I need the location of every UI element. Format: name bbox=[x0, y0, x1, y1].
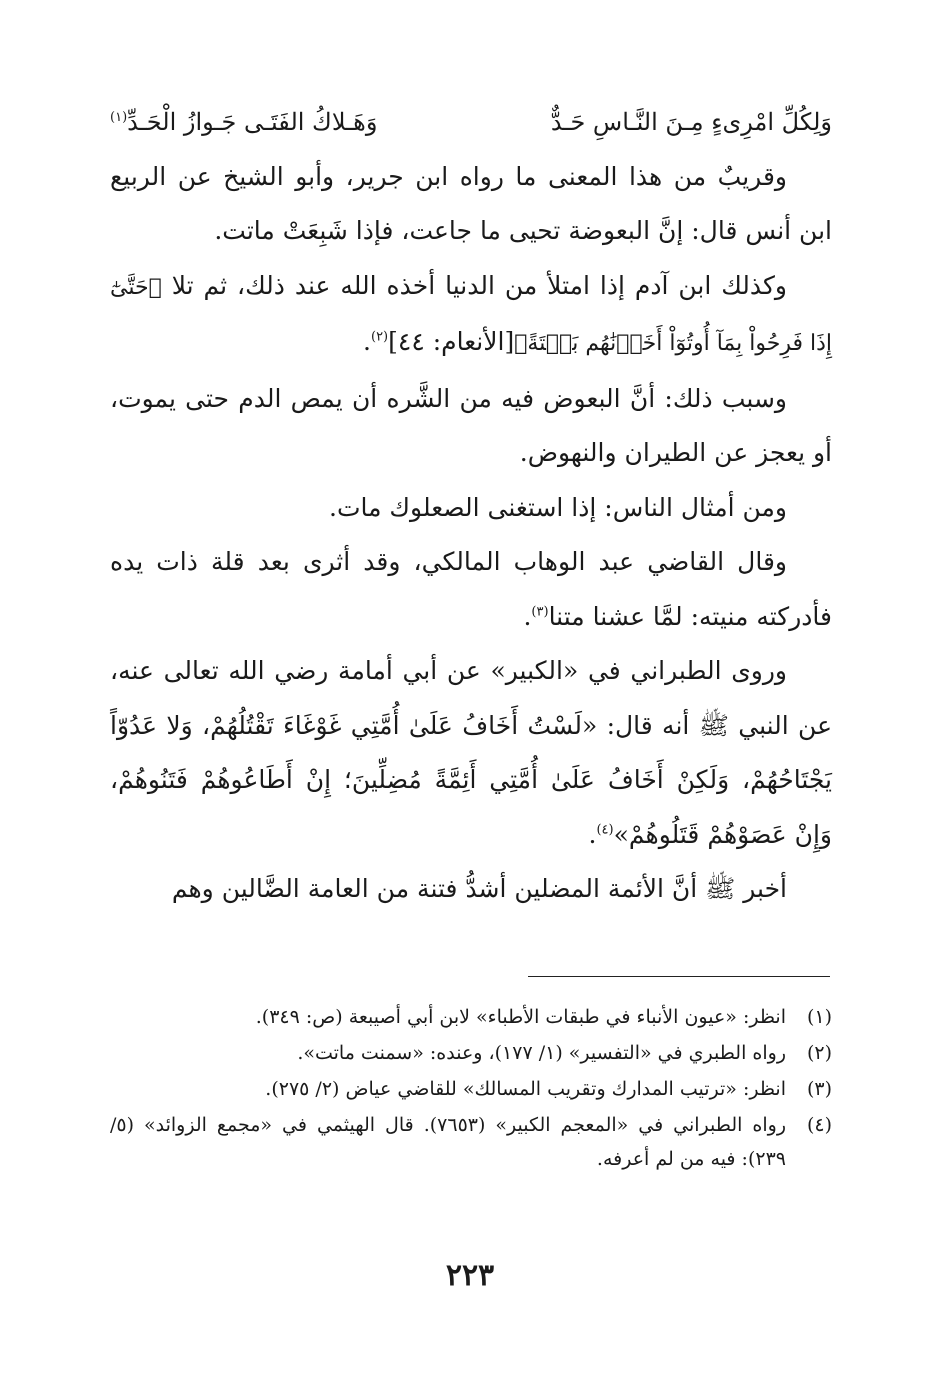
footnote-number: (٢) bbox=[806, 1042, 832, 1064]
footnote-ref-1[interactable]: (١) bbox=[110, 110, 128, 125]
paragraph-5: وقال القاضي عبد الوهاب المالكي، وقد أثرى بعد قلة ذات يده فأدركته منيته: لمَّا عشنا متنا$^{(٣)}$. bbox=[110, 547, 832, 631]
paragraph-6: وروى الطبراني في «الكبير» عن أبي أمامة رضي الله تعالى عنه، عن النبي ﷺ أنه قال: «لَسْتُ أَخَافُ عَلَىٰ أُمَّتِي غَوْغَاءَ تَقْتُلُهُمْ، وَلا عَدُوّاً يَجْتَاحُهُمْ، وَلَكِنْ أَخَافُ عَلَىٰ أُمَّتِي أَئِمَّةً مُضِلِّينَ؛ إِنْ أَطَاعُوهُمْ فَتَنُوهُمْ، وَإِنْ عَصَوْهُمْ قَتَلُوهُمْ»$^{(٤)}$. bbox=[110, 656, 832, 849]
footnote-text: رواه الطبري في «التفسير» (١/ ١٧٧)، وعنده: «سمنت ماتت». bbox=[297, 1042, 786, 1064]
footnote-text: انظر: «عيون الأنباء في طبقات الأطباء» لابن أبي أصيبعة (ص: ٣٤٩). bbox=[255, 1006, 786, 1028]
footnote-ref-4[interactable]: (٤) bbox=[596, 822, 614, 838]
verse-first-hemistich: وَلِكُلِّ امْرِىءٍ مِـنَ النَّـاسِ حَـدٌّ bbox=[550, 108, 832, 136]
poetry-verse bbox=[110, 95, 832, 150]
main-text bbox=[110, 95, 832, 917]
footnote-divider bbox=[528, 976, 830, 977]
footnote-number: (٤) bbox=[806, 1114, 832, 1136]
footnote-text: انظر: «ترتيب المدارك وتقريب المسالك» للقاضي عياض (٢/ ٢٧٥). bbox=[265, 1078, 786, 1100]
page-number: ٢٢٣ bbox=[445, 1258, 495, 1293]
quran-reference: [الأنعام: ٤٤] bbox=[388, 327, 515, 356]
paragraph-4: ومن أمثال الناس: إذا استغنى الصعلوك مات. bbox=[329, 492, 787, 522]
footnote-item bbox=[110, 1000, 832, 1034]
footnote-item bbox=[110, 1072, 832, 1106]
verse-second-hemistich: وَهَـلاكُ الفَتَـى جَـوازُ الْحَـدِّ$^{(١)}$ bbox=[110, 108, 378, 136]
footnote-number: (٣) bbox=[806, 1078, 832, 1100]
footnotes bbox=[110, 1000, 832, 1178]
footnote-text: رواه الطبراني في «المعجم الكبير» (٧٦٥٣). قال الهيثمي في «مجمع الزوائد» (٥/ ٢٣٩): فيه من لم أعرفه. bbox=[110, 1114, 786, 1170]
quran-verse: ﴿حَتَّىٰٓ إِذَا فَرِحُواْ بِمَآ أُوتُوٓاْ أَخَذۡنَٰهُم بَغۡتَةً﴾ bbox=[110, 274, 832, 356]
paragraph-2: وكذلك ابن آدم إذا امتلأ من الدنيا أخذه الله عند ذلك، ثم تلا ﴿حَتَّىٰٓ إِذَا فَرِحُواْ بِمَآ أُوتُوٓاْ أَخَذۡنَٰهُم بَغۡتَةً﴾[الأنعام: ٤٤]$^{(٢)}$. bbox=[110, 270, 832, 356]
footnote-item bbox=[110, 1108, 832, 1176]
footnote-item bbox=[110, 1036, 832, 1070]
footnote-ref-3[interactable]: (٣) bbox=[531, 604, 549, 620]
paragraph-3: وسبب ذلك: أنَّ البعوض فيه من الشَّره أن يمص الدم حتى يموت، أو يعجز عن الطيران والنهوض. bbox=[110, 383, 832, 467]
paragraph-7: أخبر ﷺ أنَّ الأئمة المضلين أشدُّ فتنة من العامة الضَّالين وهم bbox=[171, 874, 787, 903]
footnote-ref-2[interactable]: (٢) bbox=[370, 329, 389, 345]
paragraph-1: وقريبٌ من هذا المعنى ما رواه ابن جرير، وأبو الشيخ عن الربيع ابن أنس قال: إنَّ البعوضة تحيى ما جاعت، فإذا شَبِعَتْ ماتت. bbox=[110, 161, 832, 245]
footnote-number: (١) bbox=[806, 1006, 832, 1028]
